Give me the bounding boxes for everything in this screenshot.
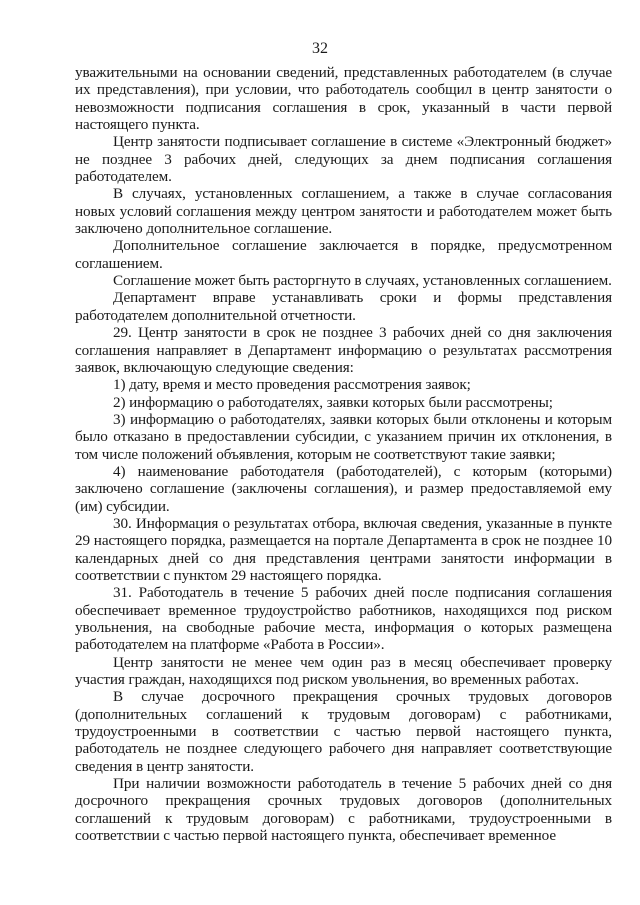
list-item: 2) информацию о работодателях, заявки которых были рассмотрены;: [113, 393, 553, 411]
paragraph: В случаях, установленных соглашением, а также в случае согласования новых условий соглашения между центром занятости и работодателем может быть заключено дополнительное соглашение.: [75, 185, 612, 238]
paragraph-item-29: 29. Центр занятости в срок не позднее 3 рабочих дней со дня заключения соглашения направляет в Департамент информацию о результатах рассмотрения заявок, включающую следующие сведения:: [75, 324, 612, 376]
paragraph: Дополнительное соглашение заключается в порядке, предусмотренном соглашением.: [75, 237, 612, 272]
paragraph: В случае досрочного прекращения срочных трудовых договоров (дополнительных соглашений к трудовым договорам) с работниками, трудоустроенными в соответствии с частью первой настоящего пункта, работодатель не позднее следующего рабочего дня направляет соответствующие сведения в центр занятости.: [75, 688, 612, 775]
list-item: 1) дату, время и место проведения рассмотрения заявок;: [113, 376, 471, 394]
paragraph: Центр занятости подписывает соглашение в системе «Электронный бюджет» не позднее 3 рабочих дней, следующих за днем подписания соглашения работодателем.: [75, 133, 612, 186]
paragraph-item-30: 30. Информация о результатах отбора, включая сведения, указанные в пункте 29 настоящего порядка, размещается на портале Департамента в срок не позднее 10 календарных дней со дня представления центрами занятости информации в соответствии с пунктом 29 настоящего порядка.: [75, 514, 612, 584]
paragraph: Департамент вправе устанавливать сроки и формы представления работодателем дополнительной отчетности.: [75, 289, 612, 324]
paragraph: При наличии возможности работодатель в течение 5 рабочих дней со дня досрочного прекращения срочных трудовых договоров (дополнительных соглашений к трудовым договорам) с работниками, трудоустроенными в соответствии с частью первой настоящего пункта, обеспечивает временное: [75, 775, 612, 845]
paragraph-continuation: уважительными на основании сведений, представленных работодателем (в случае их представления), при условии, что работодатель сообщил в центр занятости о невозможности подписания соглашения в срок, указанный в части первой настоящего пункта.: [75, 64, 612, 134]
paragraph: Центр занятости не менее чем один раз в месяц обеспечивает проверку участия граждан, находящихся под риском увольнения, во временных работах.: [75, 653, 612, 689]
list-item: 4) наименование работодателя (работодателей), с которым (которыми) заключено соглашение (заключены соглашения), и размер предоставляемой ему (им) субсидии.: [75, 462, 612, 515]
paragraph: Соглашение может быть расторгнуто в случаях, установленных соглашением.: [113, 272, 612, 290]
document-body: [75, 64, 612, 844]
list-item: 3) информацию о работодателях, заявки которых были отклонены и которым было отказано в предоставлении субсидии, с указанием причин их отклонения, в том числе положений объявления, которым не соответствуют такие заявки;: [75, 410, 612, 463]
paragraph-item-31: 31. Работодатель в течение 5 рабочих дней после подписания соглашения обеспечивает временное трудоустройство работников, находящихся под риском увольнения, на свободные рабочие места, информация о которых размещена работодателем на платформе «Работа в России».: [75, 584, 612, 654]
page-number: 32: [312, 40, 328, 57]
